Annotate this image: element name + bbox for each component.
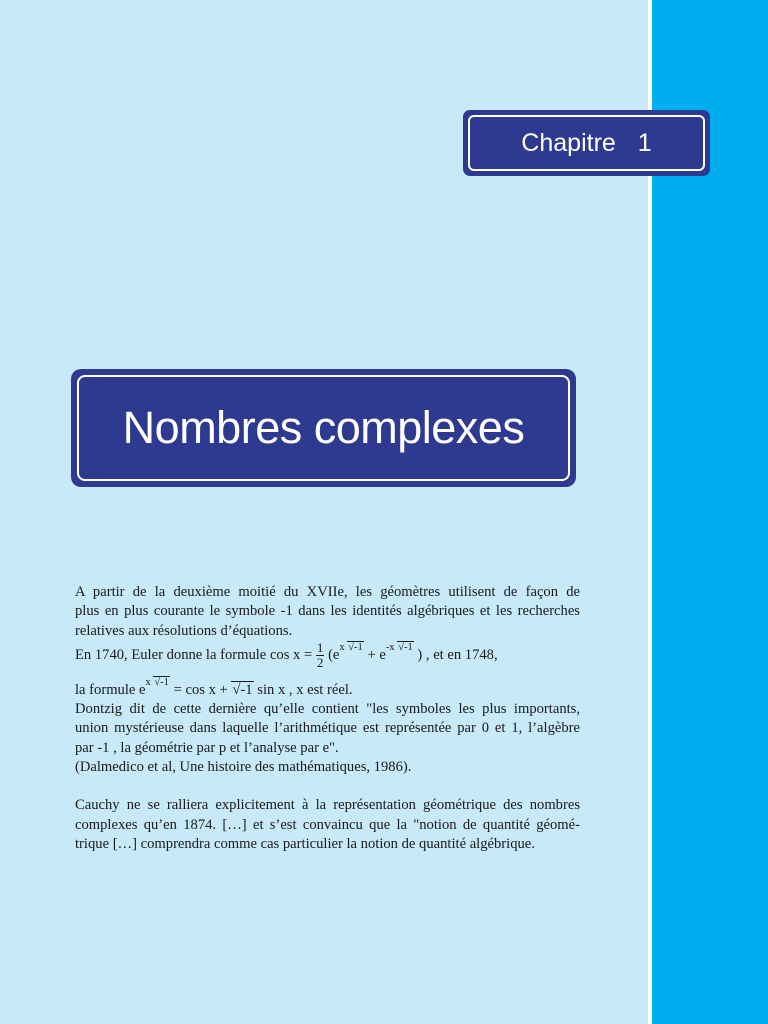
formula-fraction <box>316 641 325 670</box>
euler-cos-formula-line <box>75 641 580 681</box>
sqrt-symbol: √-1 <box>154 676 169 688</box>
sqrt-radicand: -1 <box>354 641 363 653</box>
sqrt-radicand: -1 <box>240 681 253 698</box>
text-line: relatives aux résolutions d’équations. <box>75 622 293 639</box>
formula-open: (e <box>328 646 340 663</box>
text-fragment: la formule <box>75 681 136 698</box>
text-fragment: , et en 1748, <box>425 646 498 663</box>
text-line: Cauchy ne se ralliera explicitement à la représentation géométrique des nombres <box>75 797 580 814</box>
text-line: trique […] comprendra comme cas particulier la notion de quantité algébrique. <box>75 835 535 852</box>
sqrt-radicand: -1 <box>160 676 169 688</box>
formula-plus: + e <box>367 646 386 663</box>
chapter-title: Nombres complexes <box>77 375 570 481</box>
formula-exponent <box>386 642 414 653</box>
text-line: union mystérieuse dans laquelle l’arithmétique est représentée par 0 et 1, l’algèbre <box>75 720 580 737</box>
paragraph-spacer <box>75 777 580 796</box>
text-line: par -1 , la géométrie par p et l’analyse par e". <box>75 739 339 756</box>
chapter-badge <box>463 110 710 176</box>
formula-plus: + <box>219 681 228 698</box>
formula-close: ) <box>417 646 423 663</box>
text-line: complexes qu’en 1874. […] et s’est convaincu que la "notion de quantité géomé- <box>75 816 580 833</box>
formula-sin: sin x <box>257 681 286 698</box>
formula-exponent <box>146 677 170 688</box>
formula-equals: = <box>173 681 182 698</box>
fraction-denominator: 2 <box>316 654 324 670</box>
fraction-numerator: 1 <box>316 639 324 655</box>
chapter-label: Chapitre <box>521 128 616 157</box>
exponent-var: -x <box>385 641 395 653</box>
sqrt-radicand: -1 <box>403 641 413 653</box>
text-fragment: En 1740, Euler donne la formule <box>75 646 267 663</box>
text-line: plus en plus courante le symbole -1 dans les identités algébriques et les recherches <box>75 603 580 620</box>
chapter-title-box <box>71 369 576 487</box>
sqrt-symbol: √-1 <box>398 641 413 653</box>
euler-identity-line <box>75 676 580 700</box>
text-line: Dontzig dit de cette dernière qu’elle contient "les symboles les plus importants, <box>75 701 580 718</box>
text-line: A partir de la deuxième moitié du XVIIe, les géomètres utilisent de façon de <box>75 584 580 600</box>
formula-cos: cos x <box>269 646 301 663</box>
chapter-number: 1 <box>637 128 652 157</box>
chapter-badge-inner <box>468 115 705 171</box>
text-line: (Dalmedico et al, Une histoire des mathématiques, 1986). <box>75 759 412 776</box>
exponent-var: x <box>145 676 151 688</box>
intro-text <box>75 583 580 854</box>
formula-e: e <box>139 681 146 698</box>
exponent-var: x <box>339 641 345 653</box>
formula-exponent <box>339 642 363 653</box>
formula-cos: cos x <box>185 681 216 698</box>
sqrt-symbol: √-1 <box>348 641 363 653</box>
sqrt-symbol: √-1 <box>232 681 253 698</box>
text-fragment: , x est réel. <box>288 681 353 698</box>
formula-equals: = <box>304 646 313 663</box>
